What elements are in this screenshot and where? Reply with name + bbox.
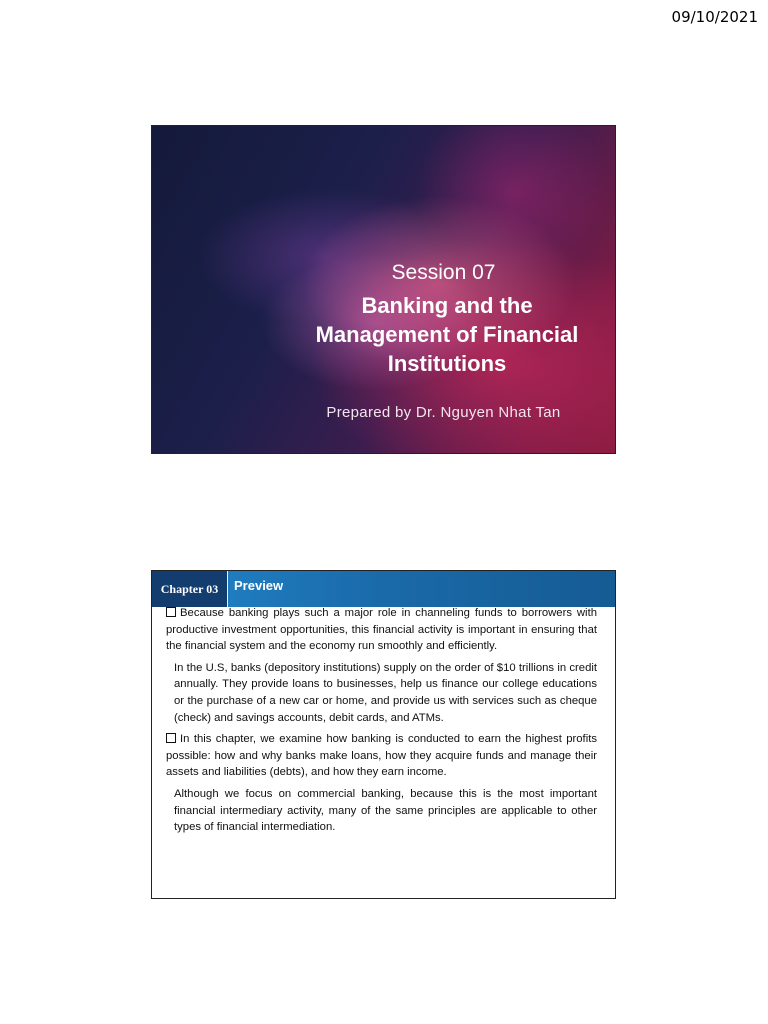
checkbox-bullet-icon <box>166 607 176 617</box>
paragraph-text: In this chapter, we examine how banking is conducted to earn the highest profits possible: how and why banks make loans, how they acquire funds and manage their assets and liabilities (debts), and how they earn income. <box>166 733 597 779</box>
bullet-paragraph <box>166 731 597 781</box>
paragraph <box>166 660 597 726</box>
paragraph-text: Although we focus on commercial banking, because this is the most important financial intermediary activity, many of the same principles are applicable to other types of financial intermediation. <box>174 787 597 834</box>
session-label: Session 07 <box>391 261 496 284</box>
page-date: 09/10/2021 <box>671 8 758 26</box>
title-line-2: Management of Financial <box>315 322 579 347</box>
preview-slide <box>151 570 616 899</box>
paragraph-text: In the U.S, banks (depository institutions) supply on the order of $10 trillions in credit annually. They provide loans to businesses, help us finance our college educations or the purchase of a new car or home, and provide us with services such as cheque (check) and savings accounts, debit cards, and ATMs. <box>174 661 597 724</box>
bullet-paragraph <box>166 605 597 655</box>
section-heading: Preview <box>228 571 615 607</box>
author-line: Prepared by Dr. Nguyen Nhat Tan <box>326 404 561 421</box>
slide-title <box>288 291 606 378</box>
slide-body <box>166 605 597 841</box>
slide-header <box>152 571 615 607</box>
paragraph <box>166 786 597 836</box>
title-slide <box>151 125 616 454</box>
checkbox-bullet-icon <box>166 733 176 743</box>
title-line-3: Institutions <box>387 351 507 376</box>
title-line-1: Banking and the <box>361 293 533 318</box>
chapter-label: Chapter 03 <box>152 571 228 607</box>
paragraph-text: Because banking plays such a major role in channeling funds to borrowers with productive investment opportunities, this financial activity is important in ensuring that the financial system and the economy run smoothly and efficiently. <box>166 607 597 653</box>
